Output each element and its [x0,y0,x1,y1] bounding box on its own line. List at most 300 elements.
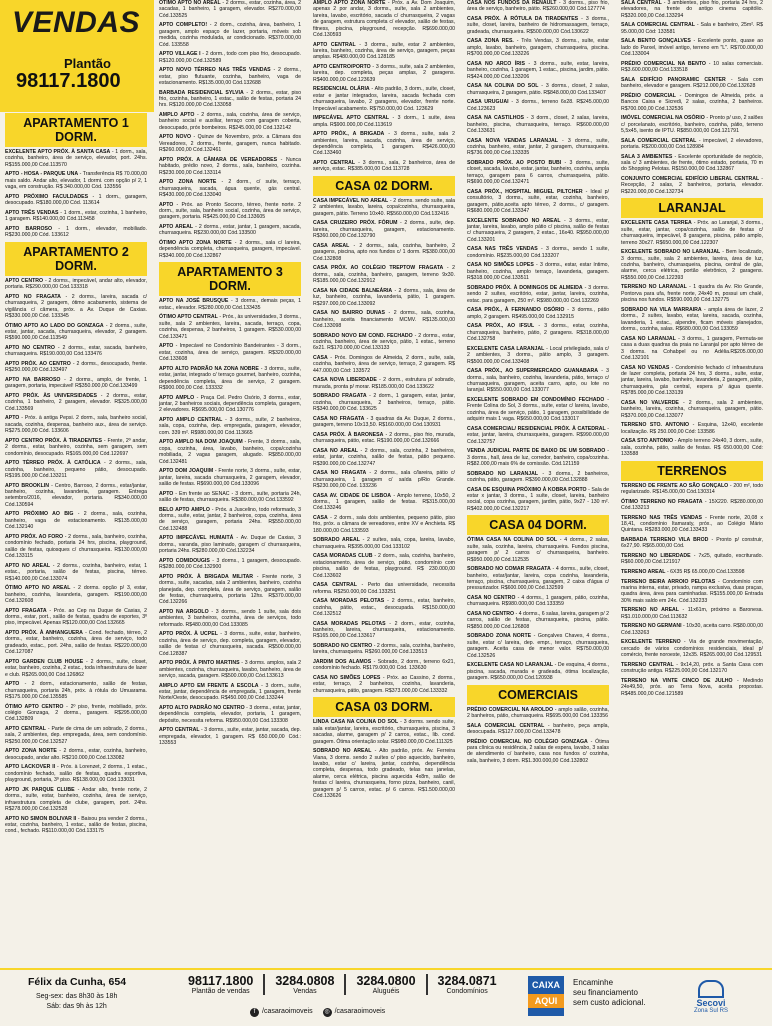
secovi-name: Secovi [696,998,726,1008]
listing-item [5,726,147,745]
listing-title: CASA NO CENTRO [467,610,515,617]
listing-title: APTO LACKOVER II [5,764,56,771]
listing-item [313,470,455,489]
listing-description: - 3 dorms., suíte, estar, jantar, sacada, dep. empregada, elevador, 1 garagem. R$ 650.000,00 Cód.: 133553 [159,727,301,747]
listing-description: - 2 dorms., desocupado, frente. R$250.000,00 Cód.133497 [5,361,147,374]
listing-description: - 2 dorms., sala, cozinha, banheiro, 2 garagens, piscina, apto nos fundos c/ 1 dorm. R$380.000,00 Cód.132808 [313,242,455,262]
listing-item [621,115,763,134]
listing-description: - 3 dorms., suíte, estar, lareira, banheiro, cozinha, 1 garagem, 1 estac., piscina, jardim, pátio. R$424.000,00 Cód.133206 [467,60,609,80]
listing-description: - 1 quadra da Av. Rio Grande, Pontorva para ufa, frente norte, 24x40 m, possui um chalé, piscina nos fundos. R$590.000,00 Cód.132775 [621,284,763,304]
instagram-icon: ◎ [324,1009,330,1015]
footer-phones [178,974,507,995]
listing-title: APTO PRÓXIMO AO BIG [5,511,74,518]
listing-title: SALA EDIFÍCIO PANORAMIC CENTER [621,76,726,83]
listing-description: - Próx. a Juscelino, todo reformado, 3 dorms., suíte, estar, jantar, 2 banheiros, copa, cozinha, área de serviço, garagem, portaria 24hs. R$550.000,00 Cód.132488 [159,506,301,532]
listing-description: - 3 dorms., piso frio, área de serviço, banheiro, pátio. R$260.000,00 Cód.127774 [467,0,609,13]
footer [0,968,772,1026]
listing-title: APTO IMPECÁVEL HUMAITÁ [159,535,234,542]
listing-title: PRÉDIO COMERCIAL NO COLÉGIO GONZAGA [467,738,588,745]
listing-description: - 2 dorms., estar, piso frio, cozinha, banheiro, 1 estac., salão de festas, portaria 24 hrs. R$120.000,00 Cód.133058 [159,89,301,109]
listing-description: - 2 dorms., estar, jantar, 1 garagem, sacada, churrasqueira. R$230.000,00 Cód.133500 [159,224,301,237]
listing-item [313,582,455,595]
listing-item [5,415,147,434]
listing-item [621,553,763,566]
listing-item [313,377,455,390]
phone-vendas[interactable] [265,974,346,995]
listing-description: - Frente norte, 3 dorms., suíte, estar, jantar, lareira, sacada churrasqueira, 2 garagem, elevador, salão de festas. R$690.000,00 Cód.133096 [159,468,302,487]
listing-item [313,553,455,579]
listing-description: - 3 dorms., estar, jantar, lareira, lavabo, amplo pátio c/ piscina, salão de festas c/ churrasqueira, 2 garagem, 2 estac., 16x40. R$950.000,00 Cód.133201 [467,217,609,243]
phone-label: Vendas [293,988,317,995]
listing-item [467,262,609,281]
listing-description: - Sala de estar x jantar, 3 dorms., 1 suíte, closet, lareira, banheiro social, copa cozinha, garagem, jardim, pátio, 9x27 - 130 m². R$402.000,00 Cód.132217 [467,486,609,512]
plantao-phone[interactable]: 98117.1800 [16,70,121,92]
listing-item [313,160,455,173]
listing-description: - 3 ambientes, piso frio, portaria 24 hrs, 2 elevadores, na frente do antigo cinema capitólio. R$320.000,00 Cód.133294 [621,0,763,19]
listing-title: EXCELENTE SOBRADO NO AREAL [467,217,561,224]
listing-description: - 2 dorms., estar, sacada, banheiro, churrasqueira. R$190.000,00 Cód.133476 [5,345,147,358]
section-heading: CASA 04 DORM. [467,515,609,535]
listing-item [5,511,147,530]
listing-item [159,366,301,392]
listing-title: APTO AREAL [159,224,194,231]
listing-item [621,438,763,457]
listing-item [621,662,763,675]
listing-title: TERRENO NAS TRÊS VENDAS [621,514,703,521]
listing-description: - 2 dorms. opção p/ 3, estar, banheiro, cozinha, lavanderia, garagem. R$190.000,00 Cód.132608 [5,585,147,604]
listing-description: - Alto padrão, 3 dorm., suíte, closet, estar e jantar integrados, lareira, sacada fechada com churrasqueira, lavabo, 2 garagens, elevador, frente norte. Impecável acabamento. R$750.000,00 Cód. 123629 [313,86,455,112]
listing-title: CASA NOVA LIBERDADE [313,377,377,384]
listing-title: APTO NA JOSÉ BRUSQUE [159,298,229,305]
listing-title: APTO PRÓX. À BRIGADA MILITAR [159,573,253,580]
listing-title: APTO AMPLO CENTRAL [159,416,223,423]
listing-description: - 2 dorm., estar, cozinha, banheiro, lareira, churrasqueira, estacionamento. R$165.000,00 Cód.133617 [313,620,455,640]
listing-description: - Alto padrão, próx. Av. Ferreira Viana, 3 dorms. sendo 2 suítes c/ piso aquecido, banheiro, lavabo, estar c/ lareira, jantar, cozinha, dependência completa, despensa, todo gradeado, telas nas janelas, alarme, cerca elétrica, piscina aquecida 4x8m, salão de festas c/ lareira, churrasqueira, forno pizza, banheiro, canil, garagem p/ 5 carros, estac. p/ 6 carros. R$1.500.000,00 Cód.133626 [313,748,455,800]
listing-title: ÓTIMO APTO NO AREAL [159,0,221,6]
listing-item [5,764,147,783]
listing-title: RESIDENCIAL OLÁRIA [313,86,370,93]
listing-description: - 2 dorms., piso frio, murada, churrasqueira, pátio, estac. R$190.000,00 Cód.132666 [313,431,455,445]
listing-title: APTO CENTRO/PORTO [313,64,371,71]
listing-item [467,537,609,563]
listing-item [313,659,455,672]
listing-description: - Frente norte, 3 dorms., suíte, sacadas, sala 2 ambientes, banheiro, cozinha planejada, dep. completa, área de serviço, garagem, salão de festas, churrasqueira, portaria 12hs. R$370.000,00 Cód.132266 [159,573,301,606]
listing-title: BARBADA TERRENO VILA BROD [621,536,709,543]
listing-title: CASA NA COLINA DO SOL [467,83,539,90]
listing-description: - 2º piso, frente, mobiliado, próx. colégio Gonzaga, 2 dorms., garagem. R$295.000,00 Cód.132809 [5,703,147,723]
listing-description: - 3 dorms. sendo suíte, sala estar/jantar, lareira, escritório, churrasqueira, piscina, 3 sacadas, alarme, garagem p/ 2 carros, estac., lib. cond. garagem. Ótima orientação solar. R$980.000,00 Cód.111325 [313,719,455,745]
listing-description: - 2 dorms., sala, área de luz, banheiro, cozinha, lavanderia, pátio, 1 garagem. R$297.000,00 Cód.133092 [313,287,455,307]
listing-title: CASA PRÓX. À BARONESA [313,431,384,438]
listing-title: APTO [159,343,174,350]
listing-description: - 2 dorms., sala c/lareira, pátio c/ churrasqueira, 1 garagem c/ saída p/Rio Grande. R$230.000,00 Cód. 133236 [313,470,455,489]
listing-item [5,630,147,656]
listing-description: - 3 dorms., suíte, sala 2 ambientes, lareira, dep. completa, peças amplas, 2 garagens. R$400.000,00 Cód.123639 [313,64,455,83]
listing-title: IMÓVEL COMERCIAL NA OSÓRIO [621,115,705,122]
listing-title: APTO [5,415,20,422]
page-title: VENDAS [12,6,141,39]
listing-title: APTO PRÓX. AO FORO [5,533,64,540]
listing-item [159,535,301,554]
listing-title: CONJUNTO COMERCIAL EDIFÍCIO LIBERAL CENTRAL [621,176,760,183]
listing-description: - 9x14,20, próx. a Santa Casa com construção antiga. R$225.000,00 Cód.132170 [621,661,763,675]
listing-title: EXCELENTE APTO PRÓX. À SANTA CASA [5,149,111,155]
listing-item [621,307,763,333]
listing-description: - 2 dorm., todo com piso frio, desocupado. R$120.000,00 Cód.132589 [159,51,301,64]
listing-description: - 2 dorm., c/ suíte, terraço, churrasqueira, sacada, água quente, gás central. R$430.000,00 Cód.133040 [159,179,301,199]
listing-title: APTO [159,490,174,497]
listing-item [159,491,301,504]
listing-description: - 2 dorms., suíte, estar, jantar, sacada, churrasqueira, elevador, 2 garagem. R$590.000,00 Cód.113549 [5,322,147,342]
listing-item [621,220,763,246]
listing-title: CASA NAS TRÊS VENDAS [467,246,538,253]
listing-title: APTO ZONA NORTE [159,179,217,186]
listing-item [5,226,147,239]
listing-title: JARDIM DOS ALAMOS [313,658,372,665]
listing-item [621,38,763,57]
listing-description: - Andar alto, frente norte, 2 dorms., suíte, estar, banheiro, cozinha, área de serviço, infraestrutura completa de clube, garagem, port. 24hs. R$278.000,00 Cód.132528 [5,786,147,812]
section-heading: APARTAMENTO 2 DORM. [5,242,147,276]
listing-description: - 3 dorms., suíte, closet, sacada, lavabo, estar, jantar, banheiro, cozinha, ampla terraço, garagem para 6 carros, churrasqueira, pátio. R$690.000,00 Cód.132471 [467,160,609,186]
listing-description: - 3 quadras da Av. Duque, 2 dorms., garagem, terreno 10x13,50. R$160.000,00 Cód.130931 [313,415,455,429]
listing-item [621,607,763,620]
listing-title: APTO CENTRAL [313,41,356,48]
listing-title: CASA NA CIDADE BALNEÁRIA [313,287,393,294]
listing-description: - Próx. à antiga Pepsi. 2 dorm., sala, banheiro social, sacada, cozinha, despensa, banheiro aux., área de serviço. R$275.000,00 Cód. 133606 [5,415,147,435]
listing-item [467,566,609,592]
listing-item [159,157,301,176]
listing-title: APTO [5,681,20,688]
listing-title: SOBRADO PRÓX. À DOMINGOS DE ALMEIDA [467,284,583,291]
phone-plantao[interactable] [178,974,265,995]
listing-item [621,537,763,550]
listing-title: CASA [313,514,328,521]
listing-item [313,355,455,374]
listing-item [313,42,455,61]
column-4 [464,0,612,767]
listing-item [467,115,609,134]
phone-condominios[interactable] [428,974,507,995]
listing-title: ÓTIMO APTO AO LADO DO GONZAGA [5,322,104,329]
phone-number: 3284.0871 [437,974,497,988]
hours-weekday: Seg-sex: das 8h30 às 18h [36,993,118,1000]
listing-description: - 2 dorms., estar, piso flutuante, cozinha, banheiro, vaga de estacionamento. R$135.000,00 Cód.132688 [159,67,301,87]
listing-description: - De esquina, 4 dorms., piscina, sacada, murada e gradeada, ótima localização, garagem. R$650.000,00 Cód.120938 [467,662,609,681]
listing-description: - 3 dorms., closet, 2 salas, churrasqueira, 2 garagem, pátio. R$848.000,00 Cód.133407 [467,83,609,96]
listing-title: ÓTIMO APTO NO AREAL [5,585,71,592]
listing-item [159,705,301,724]
listing-item [621,336,763,362]
listing-item [159,179,301,198]
secovi-logo [694,980,728,1014]
listing-title: APTO GARDEN CLUB HOUSE [5,658,84,665]
listing-item [159,439,301,465]
listing-title: CASA IMPECÁVEL NO AREAL [313,198,389,205]
listing-description: - 3 dorms. sendo 2 suítes, escritório, estar, jantar, lareira, cozinha, estac. para garagem, 250 m². R$980.000,00 Cód.132269 [467,284,610,304]
listing-item [467,218,609,244]
listing-title: AMPLO APTO ZONA NORTE [313,0,386,6]
listing-description: - 10x30, aceita carro. R$80.000,00 Cód.133263 [621,623,763,636]
listing-title: TERRENO NO LIBERDADE [621,552,691,559]
phone-alugueis[interactable] [346,974,427,995]
listing-description: - Praça Cel. Pedro Osório, 3 dorms., estar, jantar, 2 banheiros sociais, dependência completa, garagem, 2 elevadores. R$695.000,00 Cód.130776 [159,394,301,414]
listing-description: - 4 dorms., 6 salas, lareira, garagem p/ 2 carros, salão de festas, churrasqueira, piscina, pátio. R$850.000,00 Cód.126808 [467,610,609,630]
listing-title: EXCELENTE TERRENO [621,639,681,646]
listing-item [159,67,301,86]
listing-description: - 2 dorms., estar, cozinha, área, 2 sacadas, 1 banheiro, 1 garagem, elevador. R$270.000,00 Cód.133525 [159,0,302,19]
listing-item [467,662,609,681]
listing-description: - Frente, 2º andar, 2 dorms., estar, banheiro, cozinha, sem garagem, sem condomínio, desocupado. R$165.000,00 Cód.122697 [5,437,147,457]
listing-title: CASA [313,354,328,361]
listing-description: - Próx. ao Cep na Duque de Caxias, 2 dorms., estar, port., salão de festas, quadra de esportes, 3º piso, impecável. Apenas R$120.000,00 Cód.132665 [5,607,147,627]
listing-item [621,579,763,605]
listing-description: - 3 dorms., hall, área de luz, corredor, banheiro, copa/cozinha. R$82.000,00 mais 6% de comissão. Cód.121159 [467,448,609,467]
listing-description: - 2 dorms., sala, banheiro, cozinha, condomínio fechado, portaria 24 hrs, piscina, playground, salão de festas, quiosques c/ churrasqueira. R$130.000,00 Cód.133115 [5,533,147,560]
listing-description: - 3 dorms., pátio amplo, 2 garagem. R$495.000,00 Cód.132915 [467,307,609,320]
section-heading: TERRENOS [621,461,763,481]
listing-item [313,115,455,128]
listing-item [5,294,147,320]
listing-description: - 7x25, quitado, escriturado. R$60.000,00 Cód.121917 [621,552,763,566]
listing-title: SOBRADO NO CENTRO [313,642,373,649]
listing-item [467,426,609,445]
listing-item [467,346,609,365]
listing-title: CASA AREAL [313,242,350,249]
listing-item [159,134,301,153]
listing-title: CASA DE ESQUINA PRÓXIMO À KOBRA PORTO [467,486,587,493]
listing-description: - 3 dorm., suíte, estar, jantar, dependência de empregada, 1 garagem, frente Norte/Oeste, desocupado. R$450.000,00 Cód.133244 [159,682,301,702]
listing-title: TERRENO NO GERMANI [621,623,682,630]
listing-title: ÓTIMO APTO CENTRO [5,703,64,710]
listing-item [313,537,455,550]
listing-item [313,220,455,239]
listing-title: APTO CENTRO PRÓX. À TIRADENTES [5,437,102,444]
listing-title: SOBRADO AREAL [313,537,360,544]
listing-title: SALA BENTO GONÇALVES [621,38,691,45]
listing-item [621,515,763,534]
section-heading: CASA 02 DORM. [313,176,455,196]
listing-item [159,22,301,48]
listing-description: - 2 dorms., sala c/ lareira, dependência completa, churrasqueira, garagem, impecável. R$340.000,00 Cód.132867 [159,240,301,259]
section-heading: COMERCIAIS [467,685,609,705]
listing-item [313,719,455,745]
listing-item [313,493,455,512]
column-1 [2,110,150,838]
listing-item [159,298,301,311]
listing-title: CASA ZONA RES. [467,38,514,45]
listing-title: CASA NO AREAL [313,447,359,454]
listing-item [467,611,609,630]
listing-item [467,160,609,186]
secovi-sub: Zona Sul RS [694,1008,729,1014]
listing-description: - 2 dorm., 1 garagem, estar, jantar, cozinha, churrasqueira, 2 banheiros, terraço, pátio. R$340.000,00 Cód. 133625 [313,393,455,413]
listing-title: CASA PRÓX., AO SUPERMERCADO GUANABARA [467,368,599,375]
listing-item [159,631,301,657]
listing-description: - Sala e banheiro, 25m². R$ 95.000,00 Cód: 133581 [621,22,763,35]
listing-title: TERRENO DE FRENTE AO SÃO GONÇALO [621,482,729,489]
listing-description: - 11x61m, próximo a Baronesa. R$1.010.000,00 Cód.113632 [621,607,763,620]
listing-title: APTO ZONA NORTE [5,748,57,755]
listing-title: APTO PRÓX., A BRIGADA [313,131,385,138]
listing-description: - Amplo terreno, 10x50, 2 dorms., 1 garagem, salão de festas. R$315.000,00 Cód.133246 [313,492,455,512]
facebook-handle: /casaraoimoveis [262,1008,313,1015]
listing-description: - Próx. Domingos de Almeida, 2 dorm., suíte, sala, cozinha, banheiro, área de serviço, terraço, 2 garagem. R$ 447.000,00 Cód: 133572 [313,354,455,374]
listing-title: SOBRADO NO COMAR FRAGATA [467,566,551,573]
listing-description: - 1 dorm., elevador, mobiliado. R$230.000,00 Cód. 133612 [5,225,148,239]
listing-item [621,22,763,35]
listing-item [313,432,455,445]
listing-description: - Condomínio com marina interna, estar, privado, rampa exclusiva, duas praças, quadra área, área para caminhadas. R$155.000,00 Entrada 30% mais saldo em 24x. Cód.132233 [621,578,763,604]
listing-title: APTO BARROSO [5,225,53,232]
listing-title: TERRENO STO. ANTONIO [621,422,690,429]
listing-title: EXCELENTE CASA TERREA [621,220,692,227]
listing-title: CASA AV. CIDADE DE LISBOA [313,492,391,499]
listing-item [313,86,455,112]
listing-item [159,395,301,414]
listing-title: ÓTIMO TERRENO NO FRAGATA [621,498,703,505]
listing-title: APTO PRÓX. AO CENTRO [5,361,71,368]
caixa-aqui-logo [528,976,564,1016]
listing-description: - Av. Duque de Caxias, 3 dorms., varanda, piso laminado, garagem c/ churrasqueira, portaria 24hs. R$280.000,00 Cód.132234 [159,535,301,555]
listing-title: CASA PRÓX. À RÓTULA DA TIRADENTES [467,16,579,22]
listing-title: APTO PRÓX. À ANHANGUERA [5,629,83,636]
listing-description: - 3 dorms., suíte, 2 banheiros, sala, copa, cozinha, dep. empregada, garagem, elevador, com. 339 m². R$980.000,00 Cód.113665 [159,416,301,436]
listing-item [5,659,147,678]
listing-title: CASA MORADAS PELOTAS [313,598,385,605]
listing-description: - Local privilegiado, sala c/ 2 ambientes, 3 dorms., pátio amplo, 3 garagem. R$500.000,00 Cód.133408 [467,345,609,365]
listing-item [5,816,147,835]
listing-item [5,210,147,223]
listing-title: APTO FRAGATA [5,607,47,614]
secovi-roof-icon [698,980,724,998]
listing-description: - 3 dorms., suíte, cozinha, banheiro, estar, jantar, 2 garagem, churrasqueira. R$736.000,00 Cód.133335 [467,137,609,157]
phone-number: 98117.1800 [188,974,254,988]
listing-description: - Excelente ponto, quase ao lado do Parxel, imóvel antigo, terreno em "L". R$700.000,00 Cód.133004 [621,38,763,58]
listing-description: - 200 m², todo regularizado. R$145.000,00 Cód.130314 [621,482,763,495]
listing-item [621,0,763,19]
listing-title: APTO DOM JOAQUIM [159,468,214,475]
listing-title: PRÉDIO COMERCIAL NA BENTO [621,60,706,67]
listing-title: CASA CENTRAL [313,582,357,589]
listing-description: - Centro, Barroso, 2 dorms., estar/jantar, banheiro, cozinha, lavanderia, garagem. Entrega setembro/2016, elevador, portaria. R$340.000,00 Cód.130594 [5,482,147,508]
listing-title: APTO AMPLO NA DOM JOAQUIM [159,439,243,446]
listing-description: - 2 dorms., lareira, sacada c/ churrasqueira, 2 garagem, ótimo acabamento, sistema de vigilância c/ câmera, próx. a Av. Duque de Caxias. R$330.000,00 Cód. 133345 [5,293,147,320]
listing-item [5,393,147,412]
listing-item [313,748,455,799]
listing-description: - 2 dorms. sendo suíte, sala 2 ambientes, lavabo, lareira, copa/cozinha, churrasqueira, garagem, pátio. Terreno 10x40. R$560.000,00 Cód.132416 [313,198,455,217]
listing-title: PRÉDIO COMERCIAL NA AROLDO [467,706,553,713]
listing-description: - 2 dorms., estar, cozinha, banheiro, desocupado, andar alto. R$210.000,00 Cód.133082 [5,748,147,761]
listing-item [621,623,763,636]
listing-item [313,64,455,83]
phone-number: 3284.0808 [275,974,335,988]
listing-description: - Transferência R$ 70.000,00 mais saldo. Andar alto, elevador, 1 dormi. com opção p/ 2, 1 vaga, em construção. R$ 340.000,00 Cód. 133556 [5,171,147,191]
listing-item [159,314,301,340]
listing-description: - Medindo 24x49,50, próx. ao Terra Nova, aceita propostas. R$485.000,00 Cód.121589 [621,677,763,697]
listing-description: - impecável, 2 elevadores, portaria. R$200.000,00 Cód.128984 [621,137,763,151]
listing-item [621,176,763,195]
facebook-link[interactable] [250,1008,313,1017]
listing-description: - 3 dorms., sendo 1 suíte, sala dois ambientes, 3 banheiros, cozinha, área de serviços, todo reformado. R$480.000,00 Cód.133085 [159,608,301,628]
listing-title: CASA NA CASTILHOS [467,115,525,122]
listing-title: CASA NOS FUNDOS DA RENAULT [467,0,557,6]
listing-item [621,138,763,151]
listing-item [5,171,147,190]
section-heading: APARTAMENTO 3 DORM. [159,262,301,296]
listing-item [159,727,301,746]
section-heading: APARTAMENTO 1 DORM. [5,113,147,147]
instagram-link[interactable] [323,1008,386,1017]
listing-description: - 3 dorms., estar, estar íntimo, banheiro, cozinha, amplo terraço, lavanderia, garagem. R$318.000,00 Cód.133511 [467,262,609,282]
listing-item [5,704,147,723]
listing-description: - Três Vendas, 3 dorms., suíte, estar amplo, lavabo, banheiro, garagem, churrasqueira, piscina. R$700.000,00 Cód.133226 [467,38,609,58]
listing-description: - 2 dorms., suíte, dep. lareira, churrasqueira, garagem, estacionamento. R$360.000,00 Cód.132790 [313,220,455,240]
listing-description: - Amplo terreno 24x40, 3 dorm., suíte, sala, cozinha, pátio, salão de festas. R$ 650.000,00 Cód: 133588 [621,438,763,457]
listing-title: APTO CENTRO [5,277,44,284]
listing-title: APTO NO SIMON BOLIVAR II [5,815,77,822]
social-links [250,1008,385,1017]
listing-title: TERRENO CENTRAL [621,661,674,668]
financing-text [573,978,645,1008]
listing-description: - Pronto p/ construir, 6x27,90. R$65.000,00 Cód. [621,536,763,550]
phone-number: 3284.0800 [356,974,416,988]
listing-title: APTO CENTRAL [313,160,356,167]
listing-description: - 4 dorms., 1 garagem, pátio, cozinha, churrasqueira. R$980.000,00 Cód.133359 [467,594,609,608]
listing-title: APTO TÉRREO PRÓX. À CATÓLICA [5,460,101,467]
listing-item [159,90,301,109]
listing-item [313,265,455,284]
listing-title: AMPLO APTO [159,112,195,119]
listing-description: - Excelente oportunidade de negócio, sala c/ 3 ambientes, de frente, ótimo estado, portaria, 70 m do Shopping Pelotas. R$150.000,00 Cód.132867 [621,153,763,173]
listing-title: APTO TRÊS VENDAS [5,209,59,216]
listing-title: CASA NO ARCO ÍRIS [467,60,525,67]
listing-title: APTO JK PARQUE CLUBE [5,786,75,793]
listing-item [467,487,609,513]
listing-item [159,609,301,628]
listing-title: CASA NO SIMÕES LOPES [467,262,534,269]
listing-description: - 3 dorm., closet, 2 salas, lareira, banheiro, piscina, churrasqueira, terraço. R$600.000,00 Cód.133631 [467,115,609,135]
listing-item [621,93,763,112]
listing-item [621,61,763,74]
caixa-logo-bottom: AQUI [528,994,564,1008]
listing-item [5,534,147,560]
listing-item [5,608,147,627]
listing-title: SOBRADO NA VILA MARRAIRA [621,306,702,313]
listing-title: SALA CENTRAL [621,0,662,6]
listing-description: - Próx. ao Laranjal, 3 dorms., suíte, estar, jantar, copa/cozinha, salão de festas c/ churrasqueira, impecável, 8 garagens, piscina, pátio amplo, terreno 30x27. R$650.000,00 Cód.122307 [621,220,763,246]
listing-item [621,483,763,496]
listing-item [159,660,301,679]
listing-description: - 2 dorms., suíte, closet, estar, banheiro, cozinha, 2 estac., toda infraestrutura de lazer e club. R$265.000,00 Cód.126862 [5,658,147,678]
listing-title: APTO COMPLETO! [159,22,208,29]
listing-item [621,77,763,90]
listing-item [467,138,609,157]
column-3 [310,0,458,803]
listing-item [5,278,147,291]
listing-description: - 2 dorms., impecável, andar alto, elevador, portaria. R$290.000,00 Cód.133318 [5,277,147,291]
listing-title: TERRENO NA VINTE CINCO DE JULHO [621,677,733,684]
listing-title: ÓTIMO APTO CENTRAL [159,314,218,321]
listing-description: - Nunca habitado, prédio novo, 2 dorms., sala, banheiro, cozinha. R$230.000,00 Cód.133114 [159,156,301,176]
listing-description: - banheiro, peça ampla, desocupada. R$127.000,00 Cód.133478 [467,722,609,735]
listing-item [467,99,609,112]
listing-item [5,345,147,358]
listing-description: - Cond. fechado, térreo, 2 dorms., estar, banheiro, cozinha, área de serviço, todo gradeado, estac., port. 24hs, salão de festas. R$220.000,00 Cód.127087 [5,629,147,656]
phone-label: Aluguéis [372,988,400,995]
listing-title: CASA URUGUAI [467,99,509,106]
listing-item [467,16,609,35]
listing-item [621,678,763,697]
